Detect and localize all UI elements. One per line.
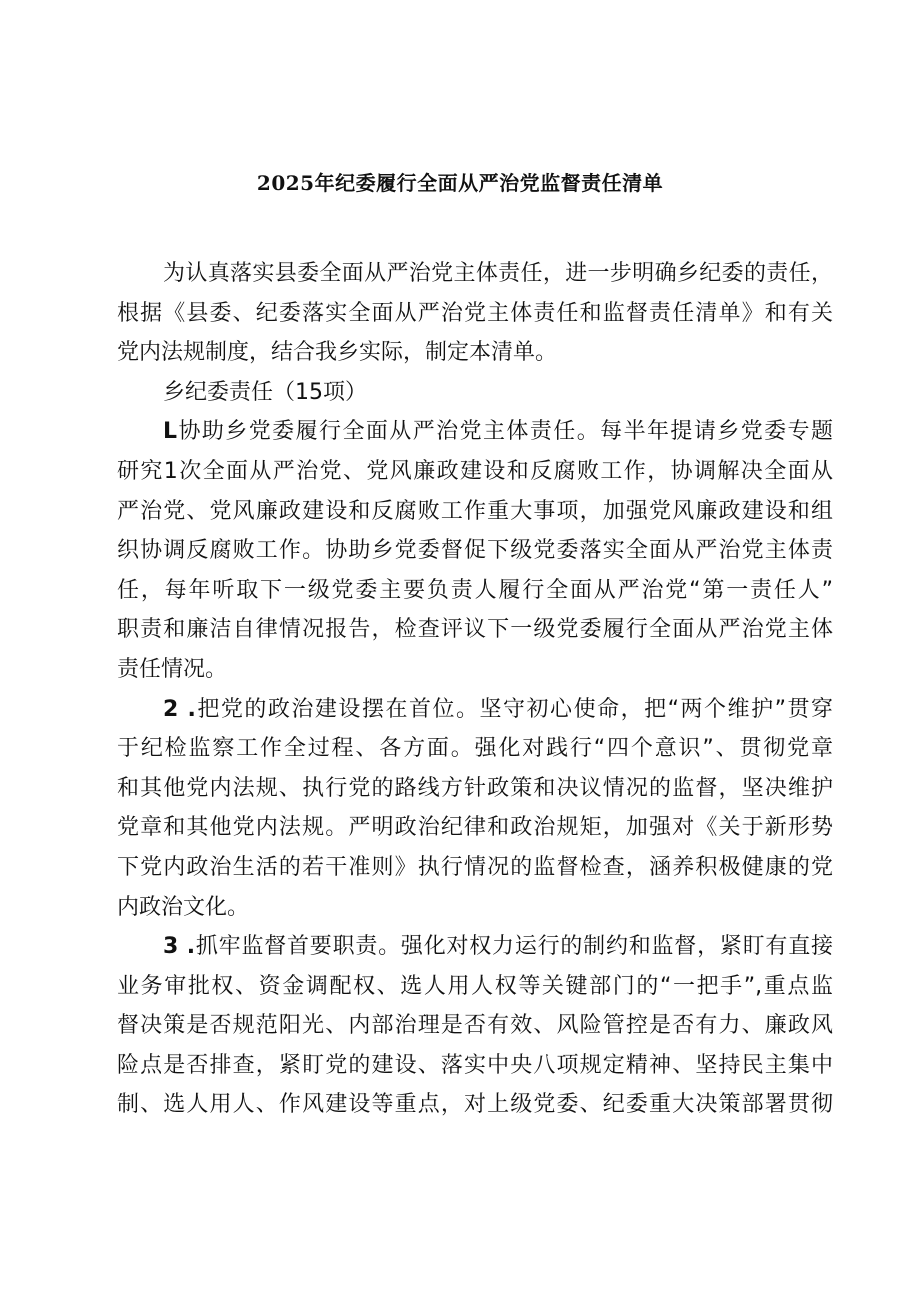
list-item-line: 任，每年听取下一级党委主要负责人履行全面从严治党“第一责任人” bbox=[117, 577, 833, 603]
list-item-line: 党章和其他党内法规。严明政治纪律和政治规矩，加强对《关于新形势 bbox=[117, 815, 833, 841]
item-number: 2 . bbox=[163, 696, 196, 722]
list-item-line: 严治党、党风廉政建设和反腐败工作重大事项，加强党风廉政建设和组 bbox=[117, 498, 833, 524]
list-item-line: 于纪检监察工作全过程、各方面。强化对践行“四个意识”、贯彻党章 bbox=[117, 736, 833, 762]
list-item-line: 业务审批权、资金调配权、选人用人权等关键部门的“一把手”,重点监 bbox=[117, 973, 833, 999]
document-title: 2025年纪委履行全面从严治党监督责任清单 bbox=[256, 171, 664, 195]
intro-line: 党内法规制度，结合我乡实际，制定本清单。 bbox=[117, 340, 558, 366]
list-item-line: 制、选人用人、作风建设等重点，对上级党委、纪委重大决策部署贯彻 bbox=[117, 1092, 833, 1118]
list-item-line: 内政治文化。 bbox=[117, 894, 250, 920]
section-heading: 乡纪委责任（15项） bbox=[163, 379, 367, 405]
list-item-line: 险点是否排查，紧盯党的建设、落实中央八项规定精神、坚持民主集中 bbox=[117, 1052, 833, 1078]
intro-line: 根据《县委、纪委落实全面从严治党主体责任和监督责任清单》和有关 bbox=[117, 300, 833, 326]
list-item-line: 和其他党内法规、执行党的路线方针政策和决议情况的监督，坚决维护 bbox=[117, 775, 833, 801]
list-item-line: 研究1次全面从严治党、党风廉政建设和反腐败工作，协调解决全面从 bbox=[117, 458, 833, 484]
list-item-line: 下党内政治生活的若干准则》执行情况的监督检查，涵养积极健康的党 bbox=[117, 854, 833, 880]
item-text: 协助乡党委履行全面从严治党主体责任。每半年提请乡党委专题 bbox=[177, 419, 833, 445]
item-number: L bbox=[163, 419, 178, 445]
list-item-line: 职责和廉洁自律情况报告，检查评议下一级党委履行全面从严治党主体 bbox=[117, 617, 833, 643]
item-number: 3 . bbox=[163, 934, 196, 960]
list-item-line bbox=[117, 927, 833, 967]
list-item-line: 督决策是否规范阳光、内部治理是否有效、风险管控是否有力、廉政风 bbox=[117, 1013, 833, 1039]
list-item-line: 织协调反腐败工作。协助乡党委督促下级党委落实全面从严治党主体责 bbox=[117, 538, 833, 564]
list-item-line: 责任情况。 bbox=[117, 656, 228, 682]
list-item-line bbox=[117, 412, 833, 452]
item-text: 抓牢监督首要职责。强化对权力运行的制约和监督，紧盯有直接 bbox=[195, 934, 833, 960]
list-item-line bbox=[117, 690, 833, 730]
intro-line: 为认真落实县委全面从严治党主体责任，进一步明确乡纪委的责任， bbox=[163, 261, 833, 286]
item-text: 把党的政治建设摆在首位。坚守初心使命，把“两个维护”贯穿 bbox=[195, 696, 834, 722]
document-body bbox=[117, 254, 833, 1125]
